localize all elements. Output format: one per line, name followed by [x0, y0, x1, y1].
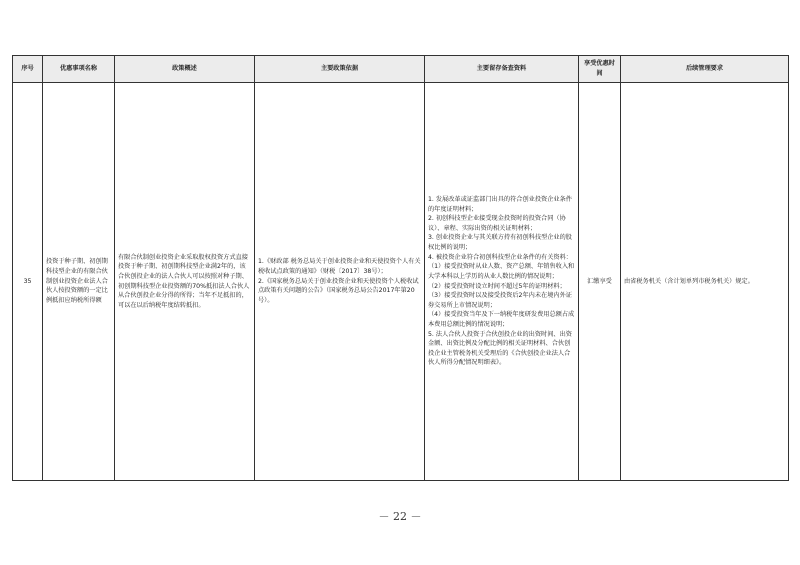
- basis-item: 1.《财政部 税务总局关于创业投资企业和天使投资个人有关税收试点政策的通知》（财税〔2017〕38号）；: [258, 258, 421, 276]
- row-enjoy-time: 汇缴享受: [579, 83, 621, 481]
- header-basis: 主要政策依据: [255, 56, 425, 83]
- material-item: 4. 被投资企业符合初创科技型企业条件的有关资料：: [428, 253, 572, 261]
- material-item: 1. 发展改革或证监部门出具的符合创业投资企业条件的年度证明材料；: [428, 196, 572, 213]
- page-number: － 22 －: [378, 510, 422, 523]
- row-item-name: 投资于种子期、初创期科技型企业的有限合伙制创业投资企业法人合伙人按投资额的一定比例抵扣应纳税所得额: [43, 83, 115, 481]
- policy-table: [12, 55, 789, 481]
- row-basis: [255, 83, 425, 481]
- material-item: （3）接受投资时以及接受投资后2年内未在境内外证券交易所上市情况说明；: [428, 292, 572, 309]
- table-row: [13, 83, 789, 481]
- material-item: （4）接受投资当年及下一纳税年度研发费用总额占成本费用总额比例的情况说明；: [428, 311, 575, 328]
- material-item: 5. 法人合伙人投资于合伙创投企业的出资时间、出资金额、出资比例及分配比例的相关证明材料、合伙创投企业主管税务机关受理后的《合伙创投企业法人合伙人所得分配情况明细表》。: [428, 330, 572, 367]
- row-follow-up: 由省税务机关（含计划单列市税务机关）规定。: [621, 83, 789, 481]
- header-materials: 主要留存备查资料: [425, 56, 579, 83]
- material-item: （2）接受投资时设立时间不超过5年的证明材料；: [428, 282, 566, 290]
- header-overview: 政策概述: [115, 56, 255, 83]
- row-number: 35: [13, 83, 43, 481]
- header-number: 序号: [13, 56, 43, 83]
- material-item: 3. 创业投资企业与其关联方持有初创科技型企业的股权比例的说明；: [428, 234, 572, 252]
- header-follow-up: 后续管理要求: [621, 56, 789, 83]
- table-header-row: [13, 56, 789, 83]
- material-item: （1）接受投资时从业人数、资产总额、年销售收入和大学本科以上学历的从业人数比例的情况说明；: [428, 263, 575, 280]
- material-item: 2. 初创科技型企业接受现金投资时的投资合同（协议）、章程、实际出资的相关证明材料；: [428, 215, 566, 232]
- header-enjoy-time: 享受优惠时间: [579, 56, 621, 83]
- row-overview: 有限合伙制创业投资企业采取股权投资方式直接投资于种子期、初创期科技型企业满2年的，该合伙创投企业的法人合伙人可以按照对种子期、初创期科技型企业投资额的70%抵扣法人合伙人从合伙创投企业分得的所得；当年不足抵扣的，可以在以后纳税年度结转抵扣。: [115, 83, 255, 481]
- basis-item: 2.《国家税务总局关于创业投资企业和天使投资个人税收试点政策有关问题的公告》（国家税务总局公告2017年第20号）。: [258, 277, 419, 304]
- row-materials: [425, 83, 579, 481]
- header-item-name: 优惠事项名称: [43, 56, 115, 83]
